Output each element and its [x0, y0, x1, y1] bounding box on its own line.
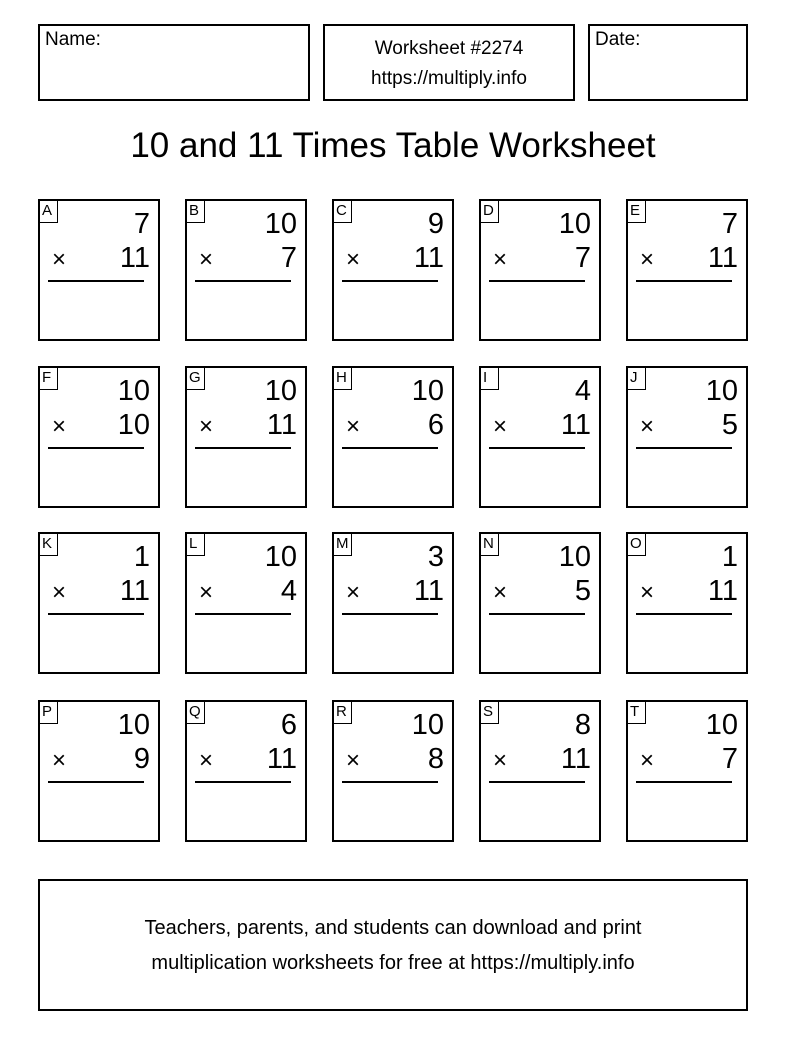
problem-card[interactable] — [38, 199, 160, 341]
multiplier: 9 — [133, 743, 150, 775]
answer-line — [195, 447, 291, 449]
multiplicand: 10 — [411, 709, 444, 741]
times-sign: × — [52, 747, 67, 774]
times-sign: × — [346, 579, 361, 606]
problem-card[interactable] — [626, 700, 748, 842]
multiplier: 7 — [574, 242, 591, 274]
answer-line — [636, 781, 732, 783]
answer-line — [489, 781, 585, 783]
times-sign: × — [52, 413, 67, 440]
problem-letter: Q — [185, 700, 205, 724]
page-title: 10 and 11 Times Table Worksheet — [130, 126, 656, 165]
multiplicand: 3 — [427, 541, 444, 573]
multiplier: 11 — [413, 242, 444, 274]
multiplicand: 6 — [280, 709, 297, 741]
multiplier: 8 — [427, 743, 444, 775]
times-sign: × — [640, 747, 655, 774]
multiplier: 11 — [707, 575, 738, 607]
answer-line — [48, 280, 144, 282]
answer-line — [48, 447, 144, 449]
multiplier: 7 — [280, 242, 297, 274]
multiplicand: 7 — [133, 208, 150, 240]
answer-line — [489, 613, 585, 615]
worksheet-url[interactable]: https://multiply.info — [371, 68, 527, 89]
problem-card[interactable] — [479, 532, 601, 674]
times-sign: × — [493, 747, 508, 774]
multiplier: 7 — [721, 743, 738, 775]
times-sign: × — [346, 413, 361, 440]
multiplicand: 4 — [574, 375, 591, 407]
multiplicand: 10 — [264, 375, 297, 407]
multiplier: 11 — [707, 242, 738, 274]
multiplier: 11 — [560, 409, 591, 441]
problem-letter: F — [38, 366, 58, 390]
answer-line — [636, 613, 732, 615]
answer-line — [489, 447, 585, 449]
problem-letter: H — [332, 366, 352, 390]
times-sign: × — [199, 246, 214, 273]
problem-letter: D — [479, 199, 499, 223]
problem-card[interactable] — [185, 199, 307, 341]
problem-card[interactable] — [332, 199, 454, 341]
problem-letter: L — [185, 532, 205, 556]
answer-line — [342, 613, 438, 615]
answer-line — [636, 447, 732, 449]
answer-line — [489, 280, 585, 282]
problem-card[interactable] — [479, 199, 601, 341]
multiplier: 5 — [574, 575, 591, 607]
multiplier: 10 — [117, 409, 150, 441]
name-field-box[interactable] — [38, 24, 310, 101]
times-sign: × — [640, 246, 655, 273]
problem-card[interactable] — [479, 700, 601, 842]
footer-line-1: Teachers, parents, and students can download and print — [144, 917, 642, 939]
problem-card[interactable] — [626, 532, 748, 674]
problem-card[interactable] — [626, 199, 748, 341]
times-sign: × — [493, 246, 508, 273]
multiplicand: 10 — [558, 541, 591, 573]
multiplier: 5 — [721, 409, 738, 441]
problem-letter: J — [626, 366, 646, 390]
multiplier: 11 — [119, 242, 150, 274]
times-sign: × — [640, 579, 655, 606]
problem-letter: S — [479, 700, 499, 724]
answer-line — [195, 613, 291, 615]
footer-line-2: multiplication worksheets for free at https://multiply.info — [151, 952, 635, 974]
problem-card[interactable] — [185, 366, 307, 508]
problem-card[interactable] — [185, 700, 307, 842]
problem-letter: O — [626, 532, 646, 556]
problem-letter: A — [38, 199, 58, 223]
multiplier: 11 — [266, 409, 297, 441]
problem-card[interactable] — [479, 366, 601, 508]
multiplicand: 10 — [558, 208, 591, 240]
multiplicand: 1 — [133, 541, 150, 573]
problem-letter: B — [185, 199, 205, 223]
times-sign: × — [199, 413, 214, 440]
multiplier: 11 — [266, 743, 297, 775]
times-sign: × — [199, 579, 214, 606]
problem-letter: R — [332, 700, 352, 724]
name-label: Name: — [45, 29, 101, 50]
multiplicand: 10 — [705, 375, 738, 407]
answer-line — [342, 280, 438, 282]
date-field-box[interactable] — [588, 24, 748, 101]
problem-card[interactable] — [332, 532, 454, 674]
multiplicand: 7 — [721, 208, 738, 240]
multiplier: 11 — [560, 743, 591, 775]
problem-card[interactable] — [626, 366, 748, 508]
problem-letter: G — [185, 366, 205, 390]
worksheet-info-box — [323, 24, 575, 101]
answer-line — [342, 781, 438, 783]
problem-card[interactable] — [332, 366, 454, 508]
multiplicand: 9 — [427, 208, 444, 240]
problem-card[interactable] — [185, 532, 307, 674]
problem-letter: E — [626, 199, 646, 223]
multiplicand: 8 — [574, 709, 591, 741]
problem-card[interactable] — [38, 366, 160, 508]
multiplicand: 10 — [117, 709, 150, 741]
multiplier: 11 — [119, 575, 150, 607]
problem-letter: C — [332, 199, 352, 223]
answer-line — [636, 280, 732, 282]
multiplicand: 10 — [411, 375, 444, 407]
multiplicand: 10 — [117, 375, 150, 407]
problem-letter: P — [38, 700, 58, 724]
multiplier: 4 — [280, 575, 297, 607]
answer-line — [48, 613, 144, 615]
multiplicand: 10 — [705, 709, 738, 741]
times-sign: × — [493, 413, 508, 440]
worksheet-number: Worksheet #2274 — [374, 38, 524, 59]
times-sign: × — [493, 579, 508, 606]
times-sign: × — [640, 413, 655, 440]
date-label: Date: — [595, 29, 641, 50]
problem-card[interactable] — [332, 700, 454, 842]
times-sign: × — [346, 246, 361, 273]
problem-letter: N — [479, 532, 499, 556]
answer-line — [195, 781, 291, 783]
problem-letter: M — [332, 532, 352, 556]
answer-line — [48, 781, 144, 783]
times-sign: × — [52, 246, 67, 273]
multiplicand: 10 — [264, 208, 297, 240]
multiplicand: 10 — [264, 541, 297, 573]
answer-line — [195, 280, 291, 282]
problem-card[interactable] — [38, 700, 160, 842]
multiplicand: 1 — [721, 541, 738, 573]
problem-letter: K — [38, 532, 58, 556]
footer-box — [38, 879, 748, 1011]
multiplier: 11 — [413, 575, 444, 607]
problem-letter: I — [479, 366, 499, 390]
times-sign: × — [346, 747, 361, 774]
answer-line — [342, 447, 438, 449]
multiplier: 6 — [427, 409, 444, 441]
problem-letter: T — [626, 700, 646, 724]
times-sign: × — [199, 747, 214, 774]
times-sign: × — [52, 579, 67, 606]
problem-card[interactable] — [38, 532, 160, 674]
